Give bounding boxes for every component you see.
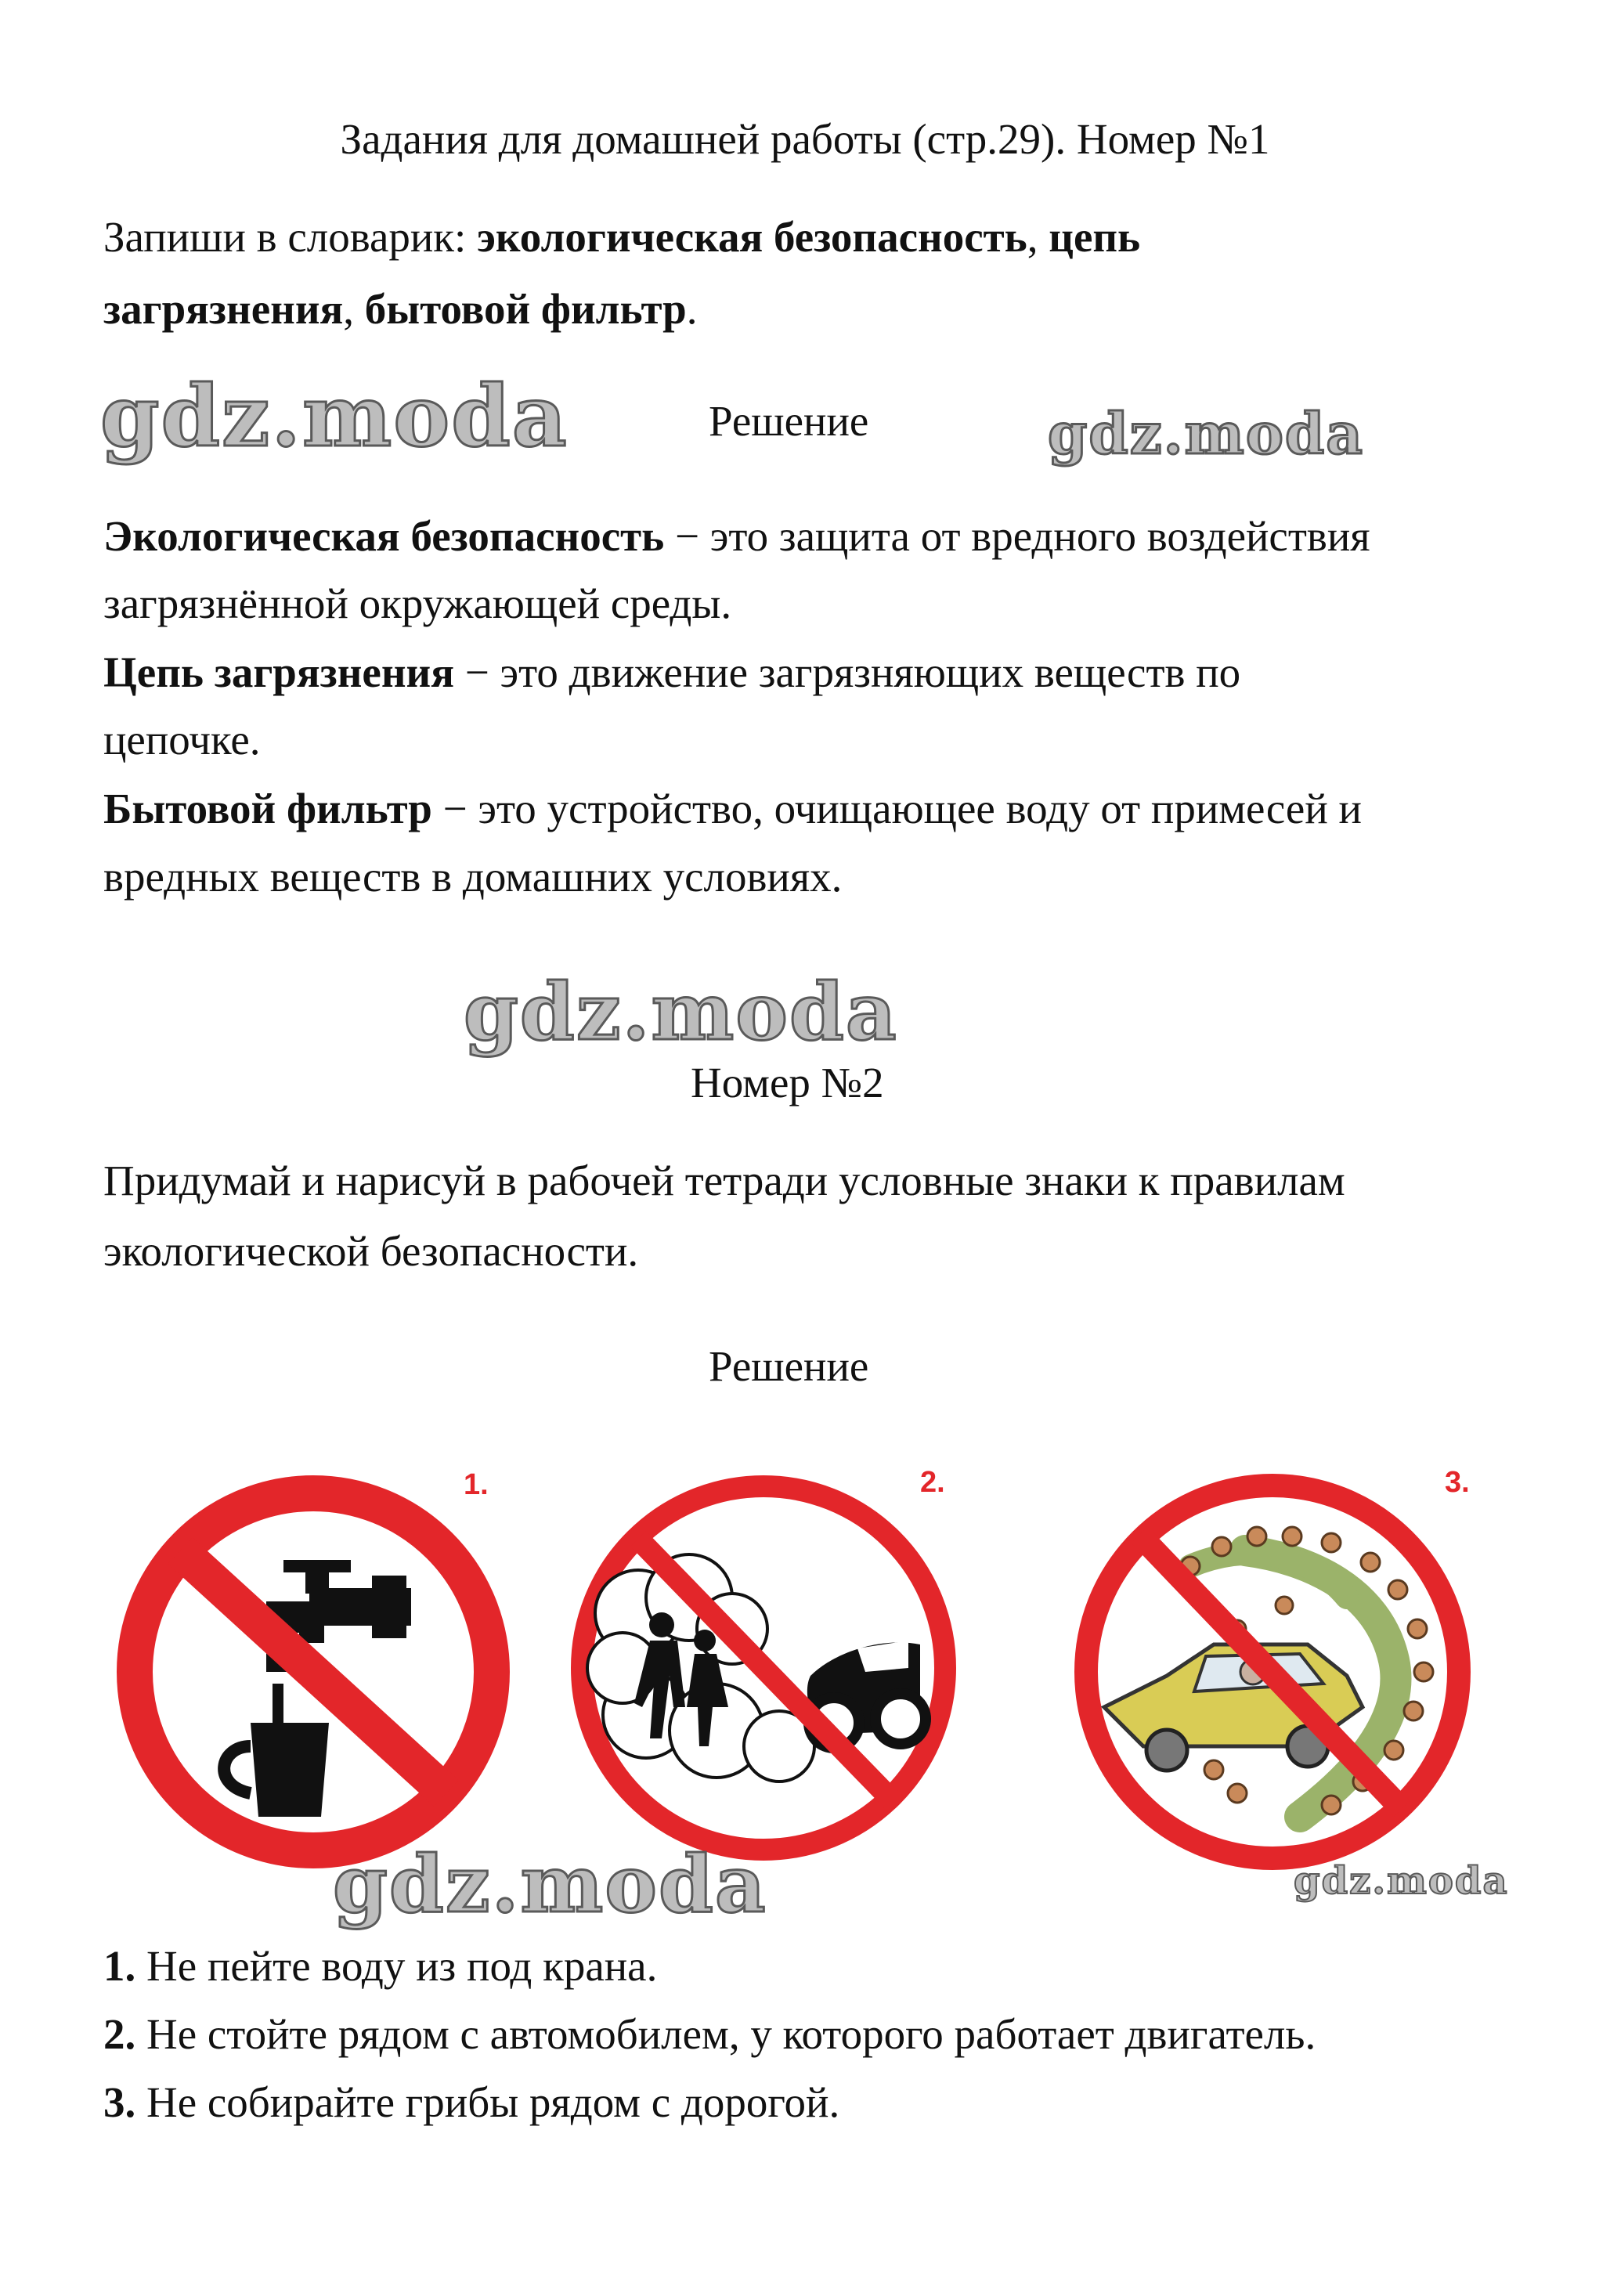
rule-number: 1. bbox=[103, 1942, 136, 1990]
term-chain-part2: загрязнения bbox=[103, 285, 344, 333]
watermark: gdz.moda bbox=[1048, 400, 1364, 467]
sign-number: 2. bbox=[920, 1466, 945, 1499]
definition-text: − это устройство, очищающее воду от примесей и bbox=[431, 785, 1362, 832]
task1-line2 bbox=[103, 283, 698, 335]
watermark: gdz.moda bbox=[100, 367, 569, 466]
sign-number: 1. bbox=[464, 1468, 489, 1501]
definition-3-line1 bbox=[103, 783, 1362, 835]
watermark: gdz.moda bbox=[1294, 1859, 1509, 1903]
rule-item bbox=[103, 2009, 1316, 2060]
rule-number: 2. bbox=[103, 2010, 136, 2058]
definition-term: Бытовой фильтр bbox=[103, 785, 432, 832]
task2-title: Номер №2 bbox=[691, 1059, 884, 1106]
definition-text: − это движение загрязняющих веществ по bbox=[453, 648, 1241, 696]
term-chain-part1: цепь bbox=[1049, 213, 1141, 261]
task1-prefix: Запиши в словарик: bbox=[103, 213, 478, 261]
definition-1-line1 bbox=[103, 511, 1370, 562]
definition-2-line1 bbox=[103, 647, 1240, 699]
task1-line1 bbox=[103, 211, 1140, 263]
page-title: Задания для домашней работы (стр.29). Номер №1 bbox=[340, 115, 1270, 163]
task1-sep2: , bbox=[343, 285, 365, 333]
definition-2-line2: цепочке. bbox=[103, 716, 261, 764]
definition-text: − это защита от вредного воздействия bbox=[664, 512, 1370, 560]
rule-text: Не пейте воду из под крана. bbox=[135, 1942, 658, 1990]
task2-line1: Придумай и нарисуй в рабочей тетради условные знаки к правилам bbox=[103, 1157, 1345, 1204]
task1-sep1: , bbox=[1027, 213, 1049, 261]
solution-label-1: Решение bbox=[709, 397, 869, 445]
task2-line2: экологической безопасности. bbox=[103, 1227, 639, 1275]
definition-1-line2: загрязнённой окружающей среды. bbox=[103, 579, 732, 627]
rule-text: Не собирайте грибы рядом с дорогой. bbox=[135, 2078, 840, 2126]
definition-term: Цепь загрязнения bbox=[103, 648, 454, 696]
rule-text: Не стойте рядом с автомобилем, у которого работает двигатель. bbox=[135, 2010, 1316, 2058]
definition-3-line2: вредных веществ в домашних условиях. bbox=[103, 853, 843, 901]
rule-item bbox=[103, 1940, 657, 1992]
solution-label-2: Решение bbox=[709, 1342, 869, 1390]
term-eco-safety: экологическая безопасность bbox=[477, 213, 1027, 261]
rule-item bbox=[103, 2077, 839, 2128]
no-exhaust-sign bbox=[552, 1449, 975, 1872]
sign-number: 3. bbox=[1445, 1466, 1470, 1499]
watermark: gdz.moda bbox=[333, 1838, 767, 1930]
no-tap-water-sign bbox=[102, 1449, 525, 1872]
watermark: gdz.moda bbox=[464, 966, 898, 1058]
term-filter: бытовой фильтр bbox=[364, 285, 687, 333]
definition-term: Экологическая безопасность bbox=[103, 512, 665, 560]
task1-end: . bbox=[686, 285, 698, 333]
no-roadside-mushrooms-sign bbox=[1049, 1449, 1488, 1872]
rule-number: 3. bbox=[103, 2078, 136, 2126]
